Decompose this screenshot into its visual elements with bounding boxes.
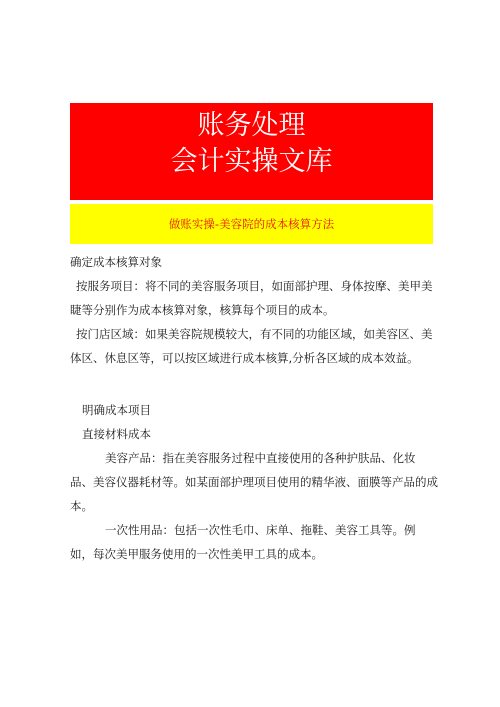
- title-line-1: 账务处理: [197, 110, 306, 141]
- document-body: [70, 250, 438, 566]
- section-heading-cost-object: 确定成本核算对象: [70, 255, 162, 269]
- paragraph-by-area: 按门店区域：如果美容院规模较大，有不同的功能区域，如美容区、美体区、休息区等，可以按区域进行成本核算,分析各区域的成本效益。: [70, 327, 433, 365]
- paragraph-by-service: 按服务项目：将不同的美容服务项目，如面部护理、身体按摩、美甲美睫等分别作为成本核算对象，核算每个项目的成本。: [70, 279, 433, 317]
- paragraph-beauty-products: 美容产品：指在美容服务过程中直接使用的各种护肤品、化妆品、美容仪器耗材等。如某面部护理项目使用的精华液、面膜等产品的成本。: [70, 451, 438, 513]
- subheading-direct-materials: 直接材料成本: [82, 427, 151, 441]
- subtitle-banner: 做账实操-美容院的成本核算方法: [70, 204, 433, 244]
- spacer: [70, 370, 438, 398]
- title-banner: [70, 103, 433, 200]
- paragraph-disposables: 一次性用品：包括一次性毛巾、床单、拖鞋、美容工具等。例如，每次美甲服务使用的一次性美甲工具的成本。: [70, 523, 416, 561]
- title-line-2: 会计实操文库: [170, 146, 333, 177]
- section-heading-cost-items: 明确成本项目: [82, 403, 151, 417]
